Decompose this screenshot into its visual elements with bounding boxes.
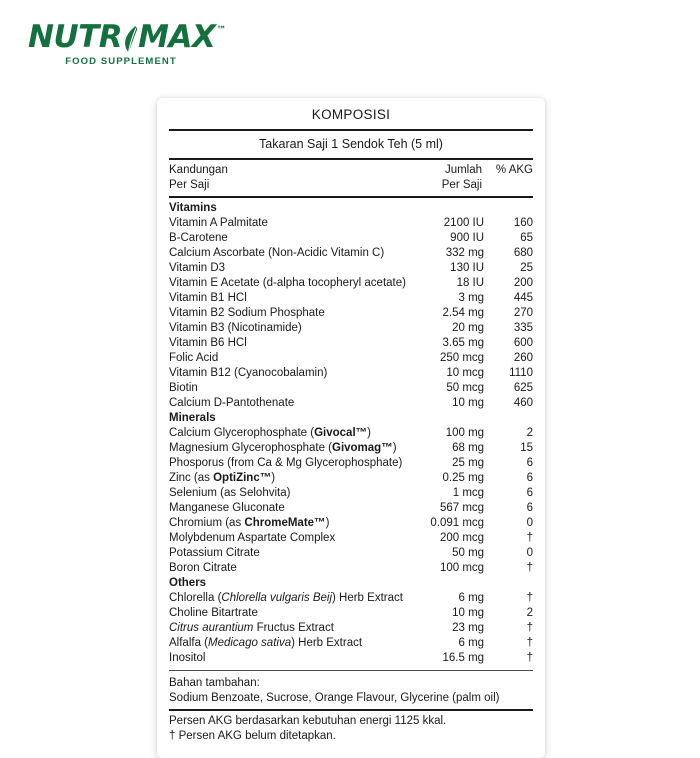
ingredient-amount: 68 mg	[452, 442, 485, 454]
akg-note-energy: Persen AKG berdasarkan kebutuhan energi 1125 kkal.	[169, 715, 447, 727]
table-row	[169, 531, 533, 546]
section-heading-row	[169, 411, 533, 426]
column-header-name-line2: Per Saji	[169, 179, 210, 191]
table-row	[169, 291, 533, 306]
brand-trademark: ™	[216, 24, 227, 36]
divider-under-column-headers	[169, 196, 533, 198]
ingredient-amount: 10 mg	[452, 397, 485, 409]
ingredient-name-text: Vitamin B3 (Nicotinamide)	[169, 322, 302, 334]
ingredient-scientific-name: Chlorella vulgaris Beij	[221, 592, 332, 604]
ingredient-name	[169, 471, 406, 486]
ingredient-akg: 460	[513, 397, 533, 409]
ingredient-name-text: Chlorella (	[169, 592, 222, 604]
page-title: KOMPOSISI	[311, 107, 391, 122]
brand-name-part2: MAX	[138, 19, 216, 55]
table-row	[169, 546, 533, 561]
ingredient-akg: 1110	[509, 367, 533, 379]
section-heading-row	[169, 201, 533, 216]
column-header-amount-line1: Jumlah	[444, 164, 483, 176]
ingredient-name	[169, 531, 406, 546]
ingredient-amount: 0.091 mcg	[430, 517, 485, 529]
leaf-icon	[122, 24, 139, 54]
section-heading-amount-spacer	[406, 576, 484, 591]
ingredient-akg: 0	[526, 547, 533, 559]
ingredient-name	[169, 351, 406, 366]
brand-logo	[28, 19, 238, 67]
ingredient-name	[169, 546, 406, 561]
ingredient-akg: 6	[526, 502, 533, 514]
divider-above-notes	[169, 709, 533, 711]
ingredient-name	[169, 651, 406, 666]
table-row	[169, 366, 533, 381]
ingredient-name-text: Vitamin A Palmitate	[169, 217, 268, 229]
ingredient-name	[169, 321, 406, 336]
ingredient-akg: 625	[513, 382, 533, 394]
ingredient-akg: 160	[513, 217, 533, 229]
ingredient-akg: †	[526, 652, 533, 664]
ingredient-name-text: Vitamin D3	[169, 262, 226, 274]
table-row	[169, 471, 533, 486]
ingredient-name	[169, 486, 406, 501]
column-header-akg-spacer	[482, 178, 533, 193]
ingredient-name	[169, 396, 406, 411]
akg-notes	[169, 714, 533, 744]
section-heading-akg-spacer	[484, 201, 533, 216]
ingredient-name	[169, 336, 406, 351]
ingredient-name-suffix: ) Herb Extract	[332, 592, 403, 604]
ingredient-akg: †	[526, 637, 533, 649]
ingredient-name	[169, 231, 406, 246]
ingredient-name	[169, 426, 406, 441]
table-row	[169, 276, 533, 291]
section-heading: Vitamins	[169, 202, 217, 214]
ingredient-amount: 250 mcg	[439, 352, 485, 364]
brand-tagline: FOOD SUPPLEMENT	[65, 56, 177, 67]
nutrition-table	[169, 163, 533, 193]
section-heading-amount-spacer	[406, 201, 484, 216]
table-row	[169, 396, 533, 411]
table-row	[169, 651, 533, 666]
ingredient-amount: 2100 IU	[443, 217, 485, 229]
ingredient-name	[169, 276, 406, 291]
ingredient-name-text: Molybdenum Aspartate Complex	[169, 532, 336, 544]
ingredient-amount: 130 IU	[450, 262, 485, 274]
ingredient-name-suffix: )	[271, 472, 276, 484]
ingredient-scientific-name: Medicago sativa	[208, 637, 292, 649]
table-row	[169, 306, 533, 321]
ingredient-akg: 260	[513, 352, 533, 364]
ingredient-akg: 25	[520, 262, 533, 274]
table-row	[169, 486, 533, 501]
ingredient-akg: 2	[526, 427, 533, 439]
ingredient-amount: 0.25 mg	[442, 472, 485, 484]
table-row	[169, 246, 533, 261]
ingredient-akg: †	[526, 532, 533, 544]
ingredient-name-suffix: )	[392, 442, 397, 454]
ingredient-name-text: Calcium Glycerophosphate (	[169, 427, 315, 439]
table-row	[169, 606, 533, 621]
ingredient-amount: 25 mg	[452, 457, 485, 469]
additional-ingredients	[169, 675, 533, 706]
ingredient-name	[169, 561, 406, 576]
additional-ingredients-value: Sodium Benzoate, Sucrose, Orange Flavour, Glycerine (palm oil)	[169, 692, 500, 704]
ingredient-amount: 567 mcg	[439, 502, 485, 514]
table-row	[169, 426, 533, 441]
ingredient-amount: 3.65 mg	[442, 337, 485, 349]
ingredient-scientific-name: Citrus aurantium	[169, 622, 254, 634]
nutrition-table-body	[169, 201, 533, 666]
divider-under-title	[169, 129, 533, 131]
ingredient-akg: 15	[520, 442, 533, 454]
column-header-amount-line2: Per Saji	[441, 179, 483, 191]
table-row	[169, 591, 533, 606]
ingredient-akg: 445	[513, 292, 533, 304]
ingredient-name-text: Inositol	[169, 652, 206, 664]
table-header-row-2	[169, 178, 533, 193]
ingredient-akg: †	[526, 622, 533, 634]
nutrition-table-head	[169, 163, 533, 193]
ingredient-name	[169, 261, 406, 276]
ingredient-name-text: Zinc (as	[169, 472, 214, 484]
ingredient-akg: 0	[526, 517, 533, 529]
akg-note-dagger: † Persen AKG belum ditetapkan.	[169, 730, 336, 742]
ingredient-name-text: B-Carotene	[169, 232, 228, 244]
table-row	[169, 621, 533, 636]
table-row	[169, 336, 533, 351]
ingredient-akg: 680	[513, 247, 533, 259]
ingredient-name-text: Manganese Gluconate	[169, 502, 285, 514]
ingredient-akg: 6	[526, 487, 533, 499]
ingredient-name	[169, 291, 406, 306]
table-row	[169, 516, 533, 531]
ingredient-amount: 10 mcg	[446, 367, 485, 379]
column-header-akg: % AKG	[495, 164, 533, 176]
ingredient-akg: 2	[526, 607, 533, 619]
divider-under-serving	[169, 158, 533, 160]
divider-above-additional	[169, 670, 533, 671]
ingredient-name-text: Vitamin B1 HCl	[169, 292, 247, 304]
table-row	[169, 231, 533, 246]
ingredient-amount: 200 mcg	[439, 532, 485, 544]
ingredient-amount: 18 IU	[456, 277, 485, 289]
table-row	[169, 441, 533, 456]
table-row	[169, 261, 533, 276]
ingredient-name-text: Vitamin B6 HCl	[169, 337, 247, 349]
ingredient-akg: 6	[526, 457, 533, 469]
ingredient-akg: 335	[513, 322, 533, 334]
ingredient-trademark: ChromeMate™	[244, 517, 326, 529]
ingredient-trademark: Givomag™	[332, 442, 393, 454]
ingredient-name-suffix: Fructus Extract	[253, 622, 334, 634]
ingredient-name	[169, 441, 406, 456]
ingredient-name-suffix: ) Herb Extract	[291, 637, 363, 649]
ingredient-akg: 65	[520, 232, 533, 244]
ingredient-amount: 100 mcg	[439, 562, 485, 574]
ingredient-name	[169, 366, 406, 381]
ingredient-amount: 16.5 mg	[442, 652, 485, 664]
ingredient-name-suffix: )	[367, 427, 371, 439]
ingredient-name	[169, 621, 406, 636]
section-heading: Others	[169, 577, 207, 589]
ingredient-name-text: Magnesium Glycerophosphate (	[169, 442, 332, 454]
section-heading-row	[169, 576, 533, 591]
ingredient-name-text: Folic Acid	[169, 352, 219, 364]
table-row	[169, 321, 533, 336]
ingredient-name	[169, 501, 406, 516]
additional-ingredients-label: Bahan tambahan:	[169, 677, 260, 689]
ingredient-trademark: OptiZinc™	[213, 472, 272, 484]
ingredient-akg: 200	[513, 277, 533, 289]
ingredient-name	[169, 636, 406, 651]
section-heading-akg-spacer	[484, 411, 533, 426]
ingredient-name-text: Calcium D-Pantothenate	[169, 397, 295, 409]
ingredient-name	[169, 516, 406, 531]
ingredient-amount: 6 mg	[458, 637, 485, 649]
ingredient-name	[169, 246, 406, 261]
ingredient-name-text: Chromium (as	[169, 517, 245, 529]
ingredient-name-text: Potassium Citrate	[169, 547, 260, 559]
ingredient-amount: 100 mg	[445, 427, 485, 439]
ingredient-akg: 6	[526, 472, 533, 484]
ingredient-name	[169, 456, 406, 471]
ingredient-name-text: Vitamin B12 (Cyanocobalamin)	[169, 367, 328, 379]
ingredient-amount: 6 mg	[458, 592, 485, 604]
ingredient-amount: 10 mg	[452, 607, 485, 619]
column-header-name-line1: Kandungan	[169, 164, 228, 176]
ingredient-name-suffix: )	[325, 517, 330, 529]
ingredient-name	[169, 381, 406, 396]
ingredient-name-text: Alfalfa (	[169, 637, 208, 649]
ingredient-name-text: Boron Citrate	[169, 562, 237, 574]
komposisi-card	[157, 98, 545, 758]
ingredient-amount: 20 mg	[452, 322, 485, 334]
ingredient-amount: 50 mg	[452, 547, 485, 559]
serving-size: Takaran Saji 1 Sendok Teh (5 ml)	[259, 137, 443, 151]
ingredient-amount: 3 mg	[458, 292, 485, 304]
ingredient-amount: 23 mg	[452, 622, 485, 634]
ingredient-akg: †	[526, 592, 533, 604]
ingredient-akg: †	[526, 562, 533, 574]
ingredient-name-text: Calcium Ascorbate (Non-Acidic Vitamin C)	[169, 247, 385, 259]
ingredient-name	[169, 306, 406, 321]
ingredient-name	[169, 606, 406, 621]
table-row	[169, 636, 533, 651]
ingredient-akg: 270	[513, 307, 533, 319]
ingredient-amount: 50 mcg	[446, 382, 485, 394]
ingredient-name-text: Phosporus (from Ca & Mg Glycerophosphate)	[169, 457, 403, 469]
ingredient-name-text: Vitamin E Acetate (d-alpha tocopheryl acetate)	[169, 277, 406, 289]
ingredient-name	[169, 591, 406, 606]
table-row	[169, 381, 533, 396]
table-row	[169, 501, 533, 516]
section-heading-amount-spacer	[406, 411, 484, 426]
section-heading-akg-spacer	[484, 576, 533, 591]
ingredient-name-text: Biotin	[169, 382, 198, 394]
table-row	[169, 456, 533, 471]
table-row	[169, 351, 533, 366]
ingredient-name	[169, 216, 406, 231]
ingredient-name-text: Choline Bitartrate	[169, 607, 258, 619]
ingredient-name-text: Vitamin B2 Sodium Phosphate	[169, 307, 325, 319]
section-heading: Minerals	[169, 412, 216, 424]
ingredient-amount: 1 mcg	[452, 487, 485, 499]
brand-wordmark	[28, 19, 238, 55]
table-row	[169, 561, 533, 576]
table-row	[169, 216, 533, 231]
ingredient-amount: 332 mg	[445, 247, 485, 259]
ingredient-akg: 600	[513, 337, 533, 349]
brand-name-part1: NUTR	[28, 19, 123, 55]
ingredient-amount: 2.54 mg	[442, 307, 485, 319]
ingredient-name-text: Selenium (as Selohvita)	[169, 487, 291, 499]
ingredient-trademark: Givocal™	[314, 427, 368, 439]
table-header-row-1	[169, 163, 533, 178]
ingredient-amount: 900 IU	[450, 232, 485, 244]
